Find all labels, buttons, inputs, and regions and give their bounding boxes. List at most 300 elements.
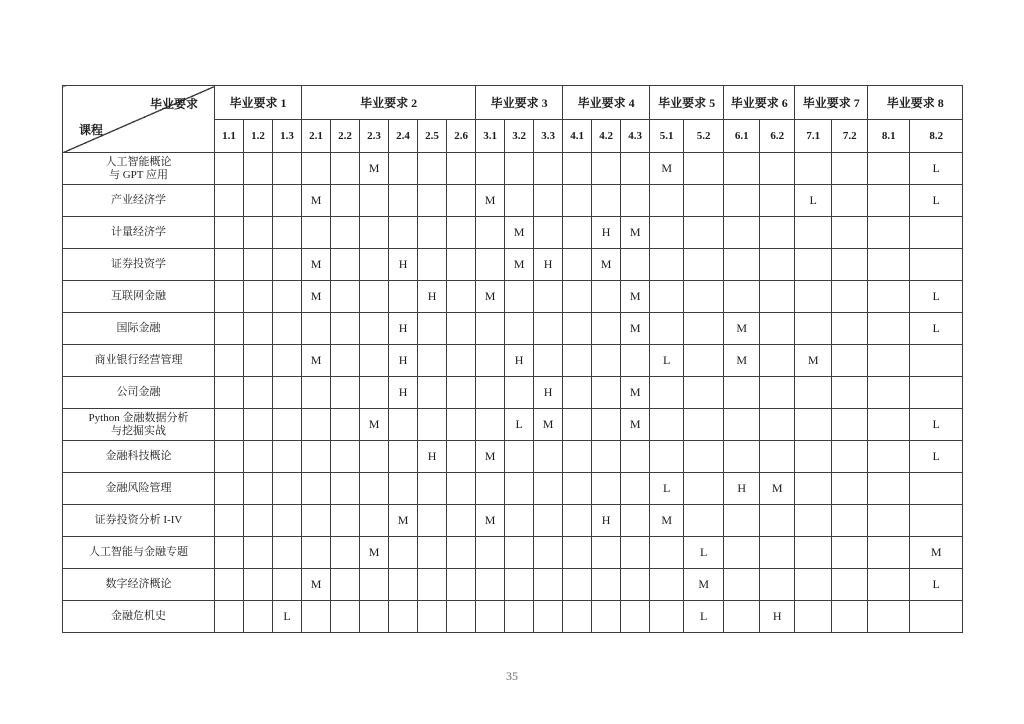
mark-cell <box>447 153 476 185</box>
mark-cell <box>534 217 563 249</box>
mark-cell <box>505 505 534 537</box>
mark-cell: L <box>684 601 724 633</box>
course-name-line: 互联网金融 <box>111 290 166 302</box>
mark-cell: L <box>650 345 684 377</box>
mark-cell <box>331 281 360 313</box>
mark-cell: M <box>621 217 650 249</box>
mark-cell <box>563 217 592 249</box>
mark-cell <box>684 153 724 185</box>
mark-cell <box>534 601 563 633</box>
group-header: 毕业要求 2 <box>302 86 476 120</box>
mark-cell <box>684 217 724 249</box>
mark-cell: M <box>476 185 505 217</box>
mark-cell <box>447 409 476 441</box>
mark-cell <box>389 569 418 601</box>
mark-cell <box>273 441 302 473</box>
mark-cell <box>302 377 331 409</box>
mark-cell <box>760 569 795 601</box>
mark-cell <box>447 505 476 537</box>
mark-cell <box>795 601 832 633</box>
course-name-line: 金融科技概论 <box>105 450 172 462</box>
mark-cell <box>795 153 832 185</box>
mark-cell: H <box>592 505 621 537</box>
mark-cell <box>505 377 534 409</box>
mark-cell <box>389 601 418 633</box>
mark-cell: L <box>910 313 963 345</box>
mark-cell <box>447 217 476 249</box>
course-name-cell <box>63 441 215 473</box>
mark-cell <box>650 281 684 313</box>
mark-cell <box>684 281 724 313</box>
mark-cell <box>724 537 760 569</box>
mark-cell <box>868 473 910 505</box>
mark-cell <box>868 409 910 441</box>
mark-cell: M <box>534 409 563 441</box>
table-row <box>63 505 963 537</box>
mark-cell: M <box>360 409 389 441</box>
mark-cell <box>563 441 592 473</box>
mark-cell <box>832 409 868 441</box>
mark-cell: M <box>476 281 505 313</box>
mark-cell <box>215 505 244 537</box>
mark-cell: M <box>621 409 650 441</box>
course-name-line: 国际金融 <box>116 322 161 334</box>
mark-cell <box>724 185 760 217</box>
mark-cell <box>389 217 418 249</box>
mark-cell <box>563 537 592 569</box>
mark-cell: L <box>910 185 963 217</box>
mark-cell <box>724 377 760 409</box>
mark-cell <box>592 537 621 569</box>
mark-cell <box>360 505 389 537</box>
mark-cell <box>592 377 621 409</box>
matrix-body <box>63 153 963 633</box>
mark-cell <box>868 601 910 633</box>
group-header: 毕业要求 7 <box>795 86 868 120</box>
subcol-header: 4.1 <box>563 120 592 153</box>
subcol-header: 7.1 <box>795 120 832 153</box>
subcol-header: 2.4 <box>389 120 418 153</box>
mark-cell <box>273 409 302 441</box>
mark-cell <box>910 505 963 537</box>
mark-cell: M <box>360 153 389 185</box>
mark-cell <box>650 537 684 569</box>
subcol-header: 8.2 <box>910 120 963 153</box>
course-name-cell <box>63 217 215 249</box>
mark-cell <box>868 505 910 537</box>
mark-cell: M <box>302 569 331 601</box>
mark-cell: H <box>418 441 447 473</box>
mark-cell <box>910 345 963 377</box>
mark-cell <box>215 153 244 185</box>
mark-cell <box>302 441 331 473</box>
mark-cell: M <box>724 345 760 377</box>
mark-cell <box>760 281 795 313</box>
mark-cell: M <box>724 313 760 345</box>
table-row <box>63 569 963 601</box>
mark-cell <box>447 441 476 473</box>
mark-cell <box>244 313 273 345</box>
mark-cell <box>505 537 534 569</box>
mark-cell <box>684 473 724 505</box>
mark-cell <box>832 249 868 281</box>
mark-cell <box>476 537 505 569</box>
course-name-cell <box>63 601 215 633</box>
mark-cell <box>331 441 360 473</box>
course-name-line: 与挖掘实战 <box>111 424 166 437</box>
mark-cell <box>505 473 534 505</box>
mark-cell <box>621 569 650 601</box>
mark-cell <box>592 185 621 217</box>
subcol-header: 3.3 <box>534 120 563 153</box>
mark-cell <box>760 409 795 441</box>
mark-cell <box>795 249 832 281</box>
mark-cell <box>360 441 389 473</box>
mark-cell <box>724 569 760 601</box>
subcol-header: 2.1 <box>302 120 331 153</box>
course-name-line: 金融风险管理 <box>105 482 172 494</box>
mark-cell: H <box>760 601 795 633</box>
mark-cell: H <box>534 377 563 409</box>
mark-cell <box>302 153 331 185</box>
mark-cell <box>273 313 302 345</box>
mark-cell <box>724 409 760 441</box>
mark-cell: L <box>910 441 963 473</box>
mark-cell: M <box>302 185 331 217</box>
mark-cell <box>244 185 273 217</box>
mark-cell <box>910 601 963 633</box>
mark-cell <box>215 217 244 249</box>
mark-cell <box>868 569 910 601</box>
mark-cell <box>302 505 331 537</box>
mark-cell <box>832 569 868 601</box>
mark-cell: H <box>389 345 418 377</box>
mark-cell <box>724 249 760 281</box>
subcol-header: 2.2 <box>331 120 360 153</box>
mark-cell: L <box>684 537 724 569</box>
mark-cell <box>273 505 302 537</box>
mark-cell <box>215 281 244 313</box>
table-row <box>63 217 963 249</box>
mark-cell: H <box>534 249 563 281</box>
mark-cell <box>795 473 832 505</box>
mark-cell <box>360 185 389 217</box>
mark-cell <box>273 217 302 249</box>
mark-cell <box>447 313 476 345</box>
mark-cell <box>447 569 476 601</box>
mark-cell <box>868 281 910 313</box>
mark-cell <box>592 345 621 377</box>
mark-cell <box>795 313 832 345</box>
subcol-header: 8.1 <box>868 120 910 153</box>
mark-cell <box>832 441 868 473</box>
mark-cell <box>795 505 832 537</box>
mark-cell <box>418 313 447 345</box>
mark-cell <box>244 601 273 633</box>
course-name-line: Python 金融数据分析 <box>88 411 189 424</box>
mark-cell <box>389 185 418 217</box>
mark-cell <box>273 345 302 377</box>
mark-cell <box>868 537 910 569</box>
subcol-header: 6.2 <box>760 120 795 153</box>
subcol-header: 4.2 <box>592 120 621 153</box>
table-row <box>63 537 963 569</box>
mark-cell: M <box>910 537 963 569</box>
mark-cell <box>302 313 331 345</box>
course-name-cell <box>63 249 215 281</box>
table-row <box>63 409 963 441</box>
mark-cell <box>389 473 418 505</box>
mark-cell <box>621 441 650 473</box>
mark-cell <box>244 249 273 281</box>
mark-cell <box>795 409 832 441</box>
mark-cell <box>215 569 244 601</box>
mark-cell <box>418 537 447 569</box>
group-header: 毕业要求 1 <box>215 86 302 120</box>
mark-cell <box>684 345 724 377</box>
course-name-cell <box>63 345 215 377</box>
mark-cell: M <box>302 345 331 377</box>
mark-cell <box>418 505 447 537</box>
mark-cell <box>724 505 760 537</box>
mark-cell <box>684 505 724 537</box>
mark-cell <box>244 377 273 409</box>
mark-cell <box>244 345 273 377</box>
mark-cell: H <box>592 217 621 249</box>
mark-cell <box>868 185 910 217</box>
mark-cell <box>534 345 563 377</box>
mark-cell <box>447 345 476 377</box>
mark-cell <box>795 569 832 601</box>
table-row <box>63 185 963 217</box>
mark-cell <box>592 441 621 473</box>
table-row <box>63 377 963 409</box>
mark-cell <box>215 601 244 633</box>
mark-cell: M <box>505 217 534 249</box>
mark-cell <box>868 313 910 345</box>
mark-cell <box>724 153 760 185</box>
mark-cell <box>534 537 563 569</box>
mark-cell <box>832 601 868 633</box>
mark-cell <box>832 345 868 377</box>
mark-cell <box>215 409 244 441</box>
curriculum-requirements-matrix <box>62 85 963 633</box>
course-name-cell <box>63 473 215 505</box>
mark-cell <box>418 377 447 409</box>
subcol-header: 1.1 <box>215 120 244 153</box>
mark-cell <box>331 185 360 217</box>
mark-cell: M <box>684 569 724 601</box>
mark-cell <box>592 473 621 505</box>
mark-cell: M <box>621 281 650 313</box>
subcol-header: 3.1 <box>476 120 505 153</box>
mark-cell <box>476 313 505 345</box>
mark-cell <box>684 377 724 409</box>
course-name-line: 公司金融 <box>116 386 161 398</box>
mark-cell <box>534 281 563 313</box>
mark-cell <box>331 217 360 249</box>
mark-cell: H <box>418 281 447 313</box>
mark-cell <box>795 441 832 473</box>
mark-cell <box>832 153 868 185</box>
course-name-line: 商业银行经营管理 <box>94 354 183 366</box>
mark-cell <box>360 281 389 313</box>
mark-cell <box>563 345 592 377</box>
mark-cell <box>331 249 360 281</box>
mark-cell <box>505 153 534 185</box>
mark-cell <box>684 409 724 441</box>
mark-cell <box>505 185 534 217</box>
mark-cell <box>832 185 868 217</box>
subcol-header: 1.3 <box>273 120 302 153</box>
mark-cell <box>418 569 447 601</box>
subcol-header: 5.1 <box>650 120 684 153</box>
mark-cell: M <box>650 153 684 185</box>
mark-cell <box>360 249 389 281</box>
mark-cell <box>505 441 534 473</box>
mark-cell <box>534 153 563 185</box>
mark-cell <box>244 569 273 601</box>
mark-cell <box>244 409 273 441</box>
mark-cell <box>389 153 418 185</box>
course-name-line: 人工智能概论 <box>105 155 172 168</box>
mark-cell <box>868 377 910 409</box>
mark-cell <box>760 441 795 473</box>
mark-cell <box>331 313 360 345</box>
mark-cell <box>331 409 360 441</box>
mark-cell <box>273 569 302 601</box>
mark-cell <box>505 281 534 313</box>
mark-cell <box>331 473 360 505</box>
mark-cell <box>910 473 963 505</box>
mark-cell <box>447 281 476 313</box>
mark-cell <box>760 153 795 185</box>
mark-cell: M <box>621 313 650 345</box>
mark-cell <box>650 377 684 409</box>
subcol-header: 5.2 <box>684 120 724 153</box>
mark-cell <box>273 185 302 217</box>
mark-cell <box>724 601 760 633</box>
course-name-cell <box>63 377 215 409</box>
table-row <box>63 601 963 633</box>
mark-cell <box>418 345 447 377</box>
mark-cell <box>534 473 563 505</box>
mark-cell <box>302 601 331 633</box>
mark-cell <box>868 153 910 185</box>
mark-cell: M <box>621 377 650 409</box>
mark-cell <box>447 249 476 281</box>
mark-cell: L <box>650 473 684 505</box>
corner-cell <box>63 86 215 153</box>
mark-cell <box>621 345 650 377</box>
mark-cell <box>360 569 389 601</box>
mark-cell <box>534 441 563 473</box>
mark-cell <box>447 537 476 569</box>
group-header: 毕业要求 4 <box>563 86 650 120</box>
mark-cell: L <box>795 185 832 217</box>
mark-cell <box>360 313 389 345</box>
page-number: 35 <box>506 669 518 683</box>
mark-cell <box>650 601 684 633</box>
mark-cell <box>760 313 795 345</box>
mark-cell <box>760 185 795 217</box>
mark-cell: L <box>910 153 963 185</box>
mark-cell <box>389 409 418 441</box>
mark-cell <box>273 473 302 505</box>
mark-cell <box>360 217 389 249</box>
course-name-line: 与 GPT 应用 <box>108 168 169 181</box>
mark-cell: M <box>302 281 331 313</box>
mark-cell <box>476 217 505 249</box>
mark-cell <box>760 345 795 377</box>
mark-cell <box>563 281 592 313</box>
mark-cell <box>360 345 389 377</box>
mark-cell <box>760 505 795 537</box>
course-name-line: 证券投资分析 I-IV <box>94 514 183 526</box>
mark-cell <box>650 249 684 281</box>
mark-cell <box>331 153 360 185</box>
group-header: 毕业要求 3 <box>476 86 563 120</box>
mark-cell: L <box>910 409 963 441</box>
mark-cell <box>244 473 273 505</box>
table-row <box>63 153 963 185</box>
mark-cell <box>650 569 684 601</box>
mark-cell <box>389 281 418 313</box>
mark-cell <box>215 249 244 281</box>
mark-cell <box>360 601 389 633</box>
mark-cell <box>273 537 302 569</box>
mark-cell <box>650 313 684 345</box>
mark-cell <box>447 601 476 633</box>
course-name-cell <box>63 185 215 217</box>
subcol-header: 4.3 <box>621 120 650 153</box>
table-row <box>63 473 963 505</box>
mark-cell <box>505 601 534 633</box>
mark-cell <box>418 249 447 281</box>
subcol-header: 2.5 <box>418 120 447 153</box>
mark-cell <box>621 473 650 505</box>
mark-cell <box>563 185 592 217</box>
mark-cell <box>621 537 650 569</box>
mark-cell <box>592 153 621 185</box>
mark-cell <box>760 537 795 569</box>
mark-cell <box>215 377 244 409</box>
table-row <box>63 281 963 313</box>
course-name-line: 证券投资学 <box>111 258 166 270</box>
mark-cell <box>476 249 505 281</box>
mark-cell <box>331 377 360 409</box>
mark-cell <box>273 281 302 313</box>
subcol-header: 3.2 <box>505 120 534 153</box>
mark-cell <box>724 441 760 473</box>
subcol-header: 1.2 <box>244 120 273 153</box>
mark-cell <box>868 345 910 377</box>
group-header: 毕业要求 8 <box>868 86 963 120</box>
mark-cell <box>244 281 273 313</box>
mark-cell <box>760 217 795 249</box>
mark-cell <box>476 409 505 441</box>
course-name-cell <box>63 153 215 185</box>
mark-cell <box>273 377 302 409</box>
table-row <box>63 441 963 473</box>
course-name-line: 产业经济学 <box>111 194 166 206</box>
mark-cell <box>302 409 331 441</box>
mark-cell <box>505 313 534 345</box>
mark-cell <box>476 473 505 505</box>
mark-cell <box>273 153 302 185</box>
mark-cell: H <box>389 377 418 409</box>
group-header: 毕业要求 6 <box>724 86 795 120</box>
